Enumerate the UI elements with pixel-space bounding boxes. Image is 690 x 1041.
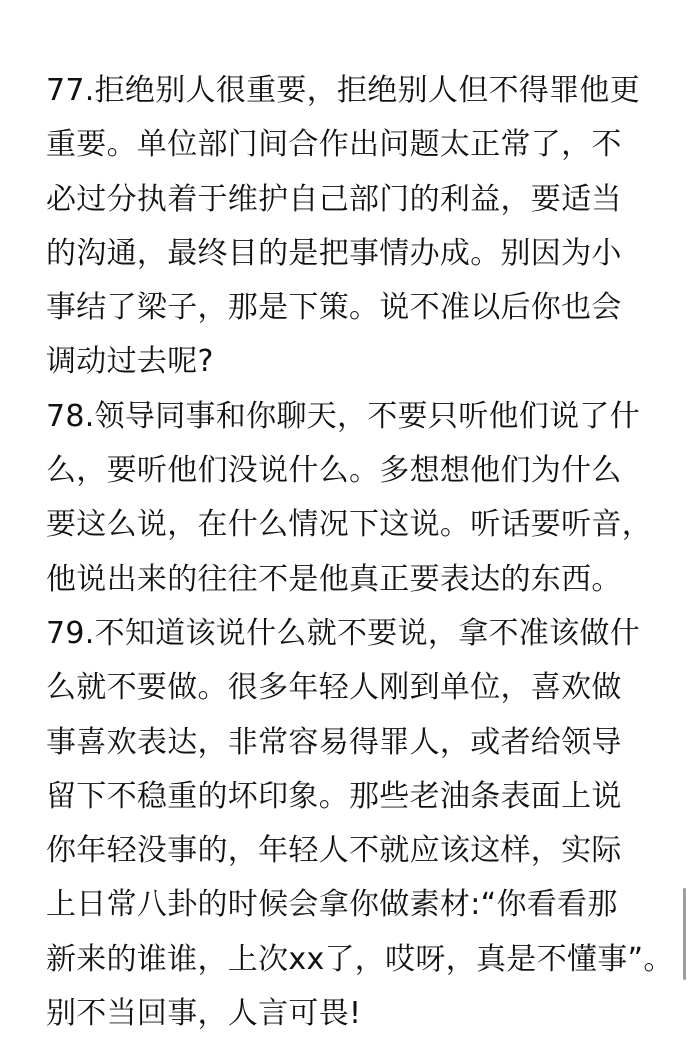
- paragraph-78: [46, 390, 656, 607]
- text-line: 事结了梁子，那是下策。说不准以后你也会: [46, 290, 622, 326]
- text-line: 77.拒绝别人很重要，拒绝别人但不得罪他更: [46, 73, 641, 108]
- scrollbar[interactable]: [683, 888, 686, 980]
- text-line: 上日常八卦的时候会拿你做素材:“你看看那: [46, 887, 618, 923]
- text-line: 要这么说，在什么情况下这说。听话要听音，: [46, 507, 652, 543]
- text-line: 的沟通，最终目的是把事情办成。别因为小: [46, 235, 622, 271]
- text-line: 事喜欢表达，非常容易得罪人，或者给领导: [46, 724, 622, 760]
- text-line: 他说出来的往往不是他真正要表达的东西。: [46, 561, 622, 597]
- text-line: 79.不知道该说什么就不要说，拿不准该做什: [46, 615, 641, 651]
- text-line: 新来的谁谁，上次xx了，哎呀，真是不懂事”。: [46, 941, 674, 977]
- paragraph-77: [46, 64, 656, 390]
- text-line: 重要。单位部门间合作出问题太正常了，不: [46, 127, 622, 163]
- text-line: 留下不稳重的坏印象。那些老油条表面上说: [46, 778, 622, 814]
- text-line: 别不当回事，人言可畏!: [46, 996, 362, 1032]
- text-line: 么就不要做。很多年轻人刚到单位，喜欢做: [46, 670, 622, 706]
- text-line: 调动过去呢?: [46, 344, 214, 380]
- text-line: 你年轻没事的，年轻人不就应该这样，实际: [46, 833, 622, 869]
- paragraph-79: [46, 607, 674, 1041]
- article-text: [46, 64, 674, 1041]
- text-line: 必过分执着于维护自己部门的利益，要适当: [46, 181, 622, 217]
- text-line: 么，要听他们没说什么。多想想他们为什么: [46, 453, 622, 489]
- text-line: 78.领导同事和你聊天，不要只听他们说了什: [46, 398, 641, 434]
